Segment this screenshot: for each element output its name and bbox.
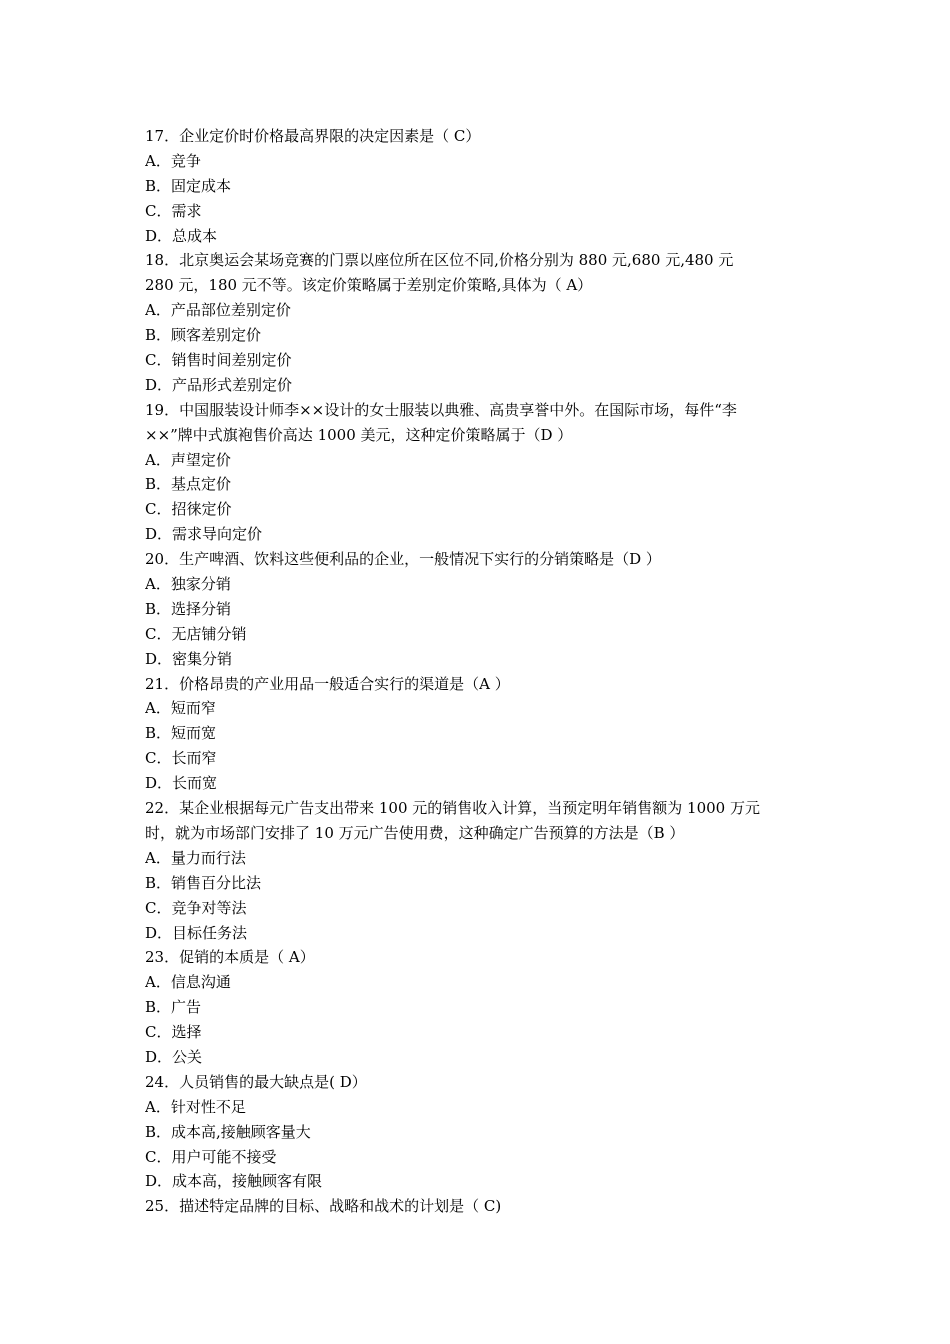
- text-line: A．竞争: [145, 151, 201, 170]
- text-line: B．基点定价: [145, 475, 232, 494]
- text-line: C．招徕定价: [145, 500, 232, 519]
- text-line: A．量力而行法: [145, 848, 246, 867]
- text-line: C．用户可能不接受: [145, 1147, 277, 1166]
- text-line: 20．生产啤酒、饮料这些便利品的企业，一般情况下实行的分销策略是（D ）: [145, 550, 661, 569]
- text-line: B．广告: [145, 998, 202, 1017]
- text-line: D．需求导向定价: [145, 525, 263, 544]
- text-line: 19．中国服装设计师李××设计的女士服装以典雅、高贵享誉中外。在国际市场，每件“李: [145, 400, 737, 419]
- text-line: D．公关: [145, 1047, 203, 1066]
- text-line: ××”牌中式旗袍售价高达 1000 美元，这种定价策略属于（D ）: [145, 425, 573, 444]
- text-line: B．固定成本: [145, 176, 232, 195]
- text-line: 17．企业定价时价格最高界限的决定因素是（ C）: [145, 127, 481, 145]
- text-line: D．产品形式差别定价: [145, 375, 293, 394]
- text-line: D．目标任务法: [145, 923, 248, 942]
- text-line: A．独家分销: [145, 575, 231, 594]
- text-line: 23．促销的本质是（ A）: [145, 948, 315, 967]
- text-line: B．选择分销: [145, 599, 232, 618]
- text-line: B．短而宽: [145, 724, 217, 743]
- text-line: A．声望定价: [145, 450, 231, 469]
- text-line: A．信息沟通: [145, 973, 231, 992]
- text-line: A．针对性不足: [145, 1097, 246, 1116]
- text-line: 24．人员销售的最大缺点是( D）: [145, 1072, 367, 1091]
- text-line: D．成本高，接触顾客有限: [145, 1172, 323, 1191]
- text-line: 25．描述特定品牌的目标、战略和战术的计划是（ C): [145, 1197, 502, 1216]
- text-line: C．无店铺分销: [145, 624, 247, 643]
- text-line: B．销售百分比法: [145, 873, 262, 892]
- text-line: C．销售时间差别定价: [145, 351, 292, 370]
- text-line: C．需求: [145, 201, 202, 220]
- text-line: 18．北京奥运会某场竞赛的门票以座位所在区位不同,价格分别为 880 元,680 元,480 元: [145, 251, 734, 270]
- text-line: 21．价格昂贵的产业用品一般适合实行的渠道是（A ）: [145, 674, 510, 693]
- text-line: C．长而窄: [145, 749, 217, 768]
- text-line: A．短而窄: [145, 699, 216, 718]
- text-line: 22．某企业根据每元广告支出带来 100 元的销售收入计算，当预定明年销售额为 1000 万元: [145, 799, 760, 818]
- text-line: B．成本高,接触顾客量大: [145, 1122, 311, 1141]
- text-line: C．选择: [145, 1023, 202, 1042]
- text-line: C．竞争对等法: [145, 898, 247, 917]
- document-body: [145, 124, 810, 1219]
- text-line: D．总成本: [145, 226, 218, 245]
- text-line: A．产品部位差别定价: [145, 301, 291, 320]
- text-line: D．密集分销: [145, 649, 233, 668]
- text-line: D．长而宽: [145, 774, 218, 793]
- text-line: 时，就为市场部门安排了 10 万元广告使用费，这种确定广告预算的方法是（B ）: [145, 823, 685, 842]
- text-line: 280 元，180 元不等。该定价策略属于差别定价策略,具体为（ A）: [145, 276, 593, 295]
- text-line: B．顾客差别定价: [145, 326, 262, 345]
